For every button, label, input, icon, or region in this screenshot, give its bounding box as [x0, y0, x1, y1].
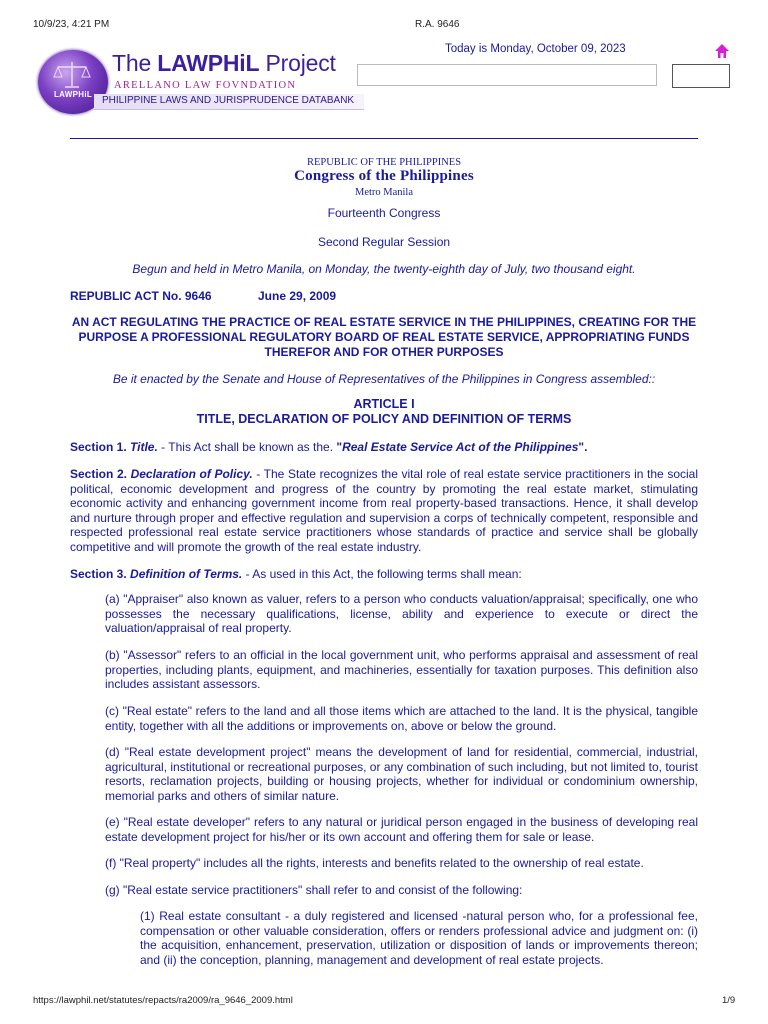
congress-number: Fourteenth Congress	[327, 206, 441, 220]
republic-heading: REPUBLIC OF THE PHILIPPINES	[306, 157, 462, 168]
logo-badge-text: LAWPHiL	[53, 90, 93, 99]
congress-heading: Congress of the Philippines	[294, 168, 474, 184]
article-number: ARTICLE I	[353, 397, 415, 411]
scales-of-justice-icon	[52, 60, 92, 90]
print-url: https://lawphil.net/statutes/repacts/ra2009/ra_9646_2009.html	[33, 995, 293, 1006]
definition-b: (b) "Assessor" refers to an official in the local government unit, who performs appraisal and assessment of real properties, including plants, equipment, and machineries, essentially for taxation purposes. This definition also includes assistant assessors.	[105, 648, 698, 691]
search-button[interactable]	[672, 64, 730, 88]
section-1: Section 1. Title. - This Act shall be known as the. "Real Estate Service Act of the Philippines".	[70, 440, 588, 454]
enacting-clause: Be it enacted by the Senate and House of Representatives of the Philippines in Congress assembled::	[112, 372, 656, 386]
metro-heading: Metro Manila	[354, 187, 414, 198]
lawphil-logo[interactable]	[38, 50, 366, 114]
article-title: TITLE, DECLARATION OF POLICY AND DEFINITION OF TERMS	[196, 412, 572, 426]
definition-d: (d) "Real estate development project" means the development of land for residential, commercial, industrial, agricultural, institutional or recreational purposes, or any combination of such including, but not limited to, tourist resorts, reclamation projects, building or housing projects, whether for individual or condominium ownership, memorial parks and others of similar nature.	[105, 745, 698, 803]
definition-g1: (1) Real estate consultant - a duly registered and licensed -natural person who, for a professional fee, compensation or other valuable consideration, offers or renders professional advice and judgment on: (i) the acquisition, enhancement, preservation, utilization or disposition of lands or improvements thereon; and (ii) the conception, planning, management and development of real estate projects.	[140, 909, 698, 967]
session-heading: Second Regular Session	[317, 235, 451, 249]
today-date: Today is Monday, October 09, 2023	[445, 43, 626, 55]
section-2: Section 2. Declaration of Policy. - The State recognizes the vital role of real estate service practitioners in the social political, economic development and progress of the country by promoting the real estate market, stimulating economic activity and enhancing government income from real property-based transactions. Hence, it shall develop and nurture through proper and effective regulation and supervision a corps of technically competent, responsible and respected professional real estate service practitioners whose standards of practice and service shall be globally competitive and will promote the growth of the real estate industry.	[70, 467, 698, 554]
article-heading	[0, 397, 768, 427]
definition-e: (e) "Real estate developer" refers to any natural or juridical person engaged in the business of developing real estate development project for his/her or its own account and offering them for sale or lease.	[105, 815, 698, 844]
act-title: AN ACT REGULATING THE PRACTICE OF REAL ESTATE SERVICE IN THE PHILIPPINES, CREATING FOR THE PURPOSE A PROFESSIONAL REGULATORY BOARD OF REAL ESTATE SERVICE, APPROPRIATING FUNDS THEREFOR AND FOR OTHER PURPOSES	[71, 315, 697, 359]
definition-g: (g) "Real estate service practitioners" shall refer to and consist of the following:	[105, 883, 523, 897]
begun-statement: Begun and held in Metro Manila, on Monday, the twenty-eighth day of July, two thousand eight.	[132, 262, 636, 276]
logo-subtitle: ARELLANO LAW FOVNDATION	[114, 80, 297, 91]
print-datetime: 10/9/23, 4:21 PM	[33, 19, 110, 30]
republic-act-date: June 29, 2009	[258, 289, 337, 303]
definition-f: (f) "Real property" includes all the rights, interests and benefits related to the ownership of real estate.	[105, 856, 644, 870]
home-icon[interactable]	[714, 43, 730, 59]
logo-title: The LAWPHiL Project	[112, 50, 336, 76]
section-3: Section 3. Definition of Terms. - As used in this Act, the following terms shall mean:	[70, 567, 522, 581]
logo-databank-band: PHILIPPINE LAWS AND JURISPRUDENCE DATABANK	[94, 94, 364, 110]
republic-act-number: REPUBLIC ACT No. 9646	[70, 289, 212, 303]
print-page-number: 1/9	[722, 995, 736, 1006]
header-divider	[70, 138, 698, 139]
definition-a: (a) "Appraiser" also known as valuer, refers to a person who conducts valuation/appraisal; specifically, one who possesses the necessary qualifications, license, ability and experience to execute or direct the valuation/appraisal of real property.	[105, 592, 698, 635]
search-input[interactable]	[357, 64, 657, 86]
print-page-title: R.A. 9646	[415, 19, 460, 30]
definition-c: (c) "Real estate" refers to the land and all those items which are attached to the land. It is the physical, tangible entity, together with all the additions or improvements on, above or below the ground.	[105, 704, 698, 733]
